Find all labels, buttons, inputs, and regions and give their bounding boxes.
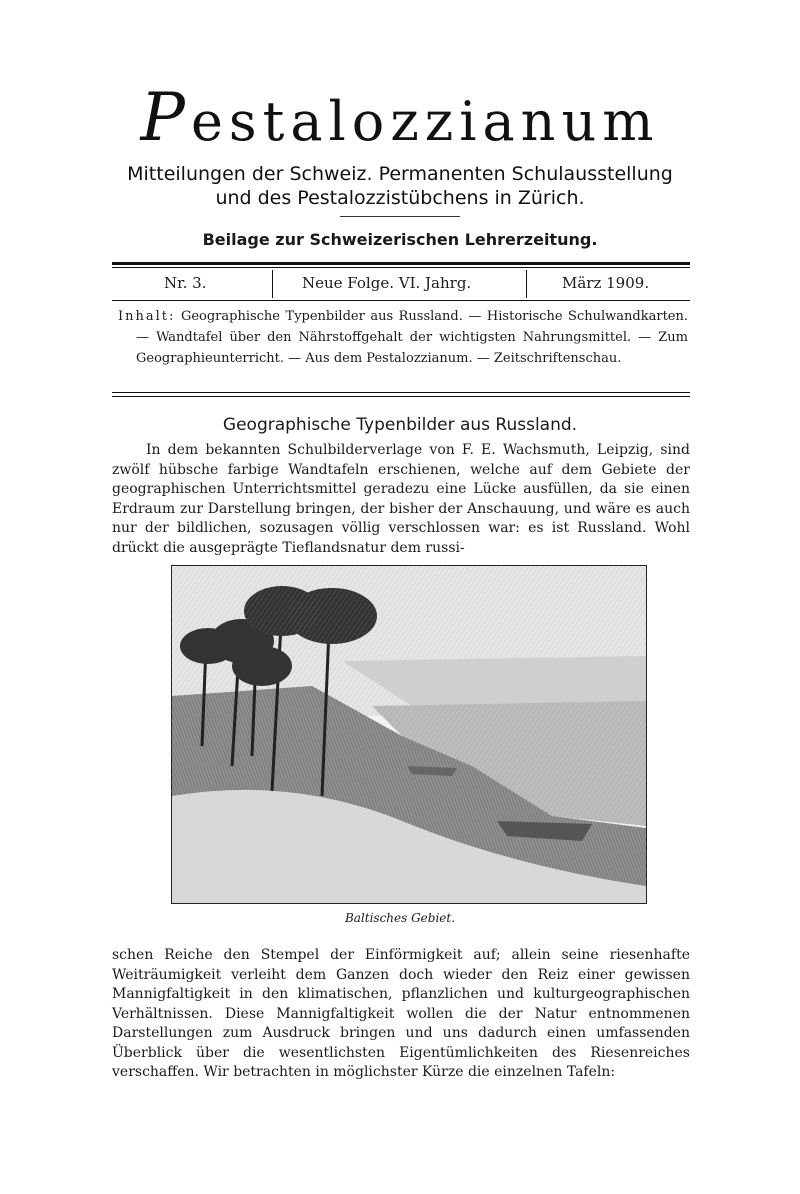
contents-rule-bottom [112,396,690,397]
subtitle-line-1: Mitteilungen der Schweiz. Permanenten Schulausstellung [127,163,673,185]
issue-separator [526,270,527,298]
paragraph-text: In dem bekannten Schulbilderverlage von F. E. Wachsmuth, Leipzig, sind zwölf hübsche farbige Wandtafeln erschienen, welche auf dem Gebiete der geographischen Unterrichtsmittel geradezu eine Lücke ausfüllen, da sie einen Erdraum zur Darstellung bringen, der bisher der Anschauung, und wäre es auch nur der bildlichen, sozusagen völlig verschlossen war: es ist Russland. Wohl drückt die ausgeprägte Tieflandsnatur dem russi- [112,442,690,556]
article-paragraph-1 [112,441,690,558]
header-rule-thin [112,267,690,268]
issue-separator [272,270,273,298]
issue-info-bar [112,272,690,298]
illustration-baltic-landscape [171,565,647,904]
article-title: Geographische Typenbilder aus Russland. [222,415,578,435]
paragraph-text: schen Reiche den Stempel der Einförmigkeit auf; allein seine riesenhafte Weiträumigkeit verleiht dem Ganzen doch wieder den Reiz einer gewissen Mannigfaltigkeit in den klimatischen, pflanzlichen und kulturgeographischen Verhältnissen. Diese Mannigfaltigkeit wollen die der Natur entnommenen Darstellungen zum Ausdruck bringen und uns dadurch einen umfassenden Überblick über die wesentlichsten Eigentümlichkeiten des Riesenreiches verschaffen. Wir betrachten in möglichster Kürze die einzelnen Tafeln: [112,947,690,1080]
issue-series: Neue Folge. VI. Jahrg. [302,274,472,292]
contents-label: Inhalt: [118,309,176,324]
landscape-engraving [172,566,646,903]
masthead-initial: P [140,79,191,156]
short-divider [340,216,460,217]
issue-date: März 1909. [562,274,650,292]
contents-text: Geographische Typenbilder aus Russland. — Historische Schulwandkarten. — Wandtafel über den Nährstoffgehalt der wichtigsten Nahrungsmittel. — Zum Geographieunterricht. — Aus dem Pestalozzianum. — Zeitschriftenschau. [136,309,688,366]
supplement-note: Beilage zur Schweizerischen Lehrerzeitung. [202,230,598,249]
header-rule-thick [112,262,690,265]
issue-rule [112,300,690,301]
subtitle-line-2: und des Pestalozzistübchens in Zürich. [215,187,585,209]
figure-caption: Baltisches Gebiet. [344,911,456,925]
article-paragraph-2 [112,946,690,1083]
issue-number: Nr. 3. [164,274,207,292]
masthead-title [0,79,800,156]
table-of-contents [118,306,688,369]
contents-rule-top [112,392,690,393]
masthead-title-rest: estalozzianum [190,90,660,153]
